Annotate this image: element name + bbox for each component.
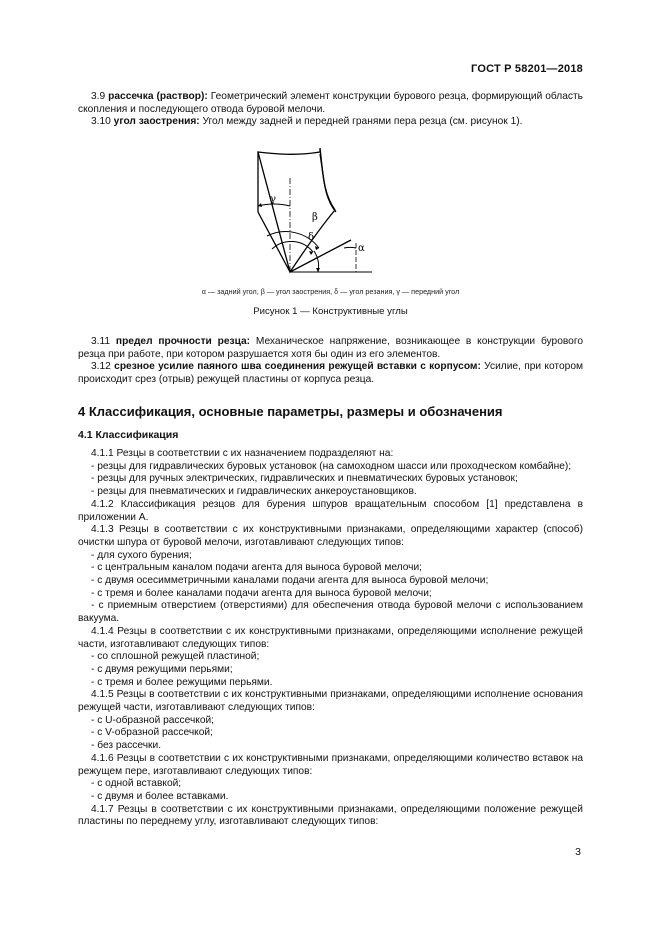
front-face (290, 240, 351, 272)
term-title: срезное усилие паяного шва соединения режущей вставки с корпусом: (114, 361, 481, 373)
list-item: - для сухого бурения; (91, 549, 192, 561)
term-definition: Геометрический элемент конструкции бурового резца, формирующий область скопления и последующего отвода буровой мелочи. (78, 91, 583, 115)
cutter-front-edge (320, 154, 336, 212)
cutter-body-outline (258, 148, 335, 272)
list-item: - с двумя осесимметричными каналами подачи агента для выноса буровой мелочи; (91, 575, 489, 587)
section-title: 4 Классификация, основные параметры, размеры и обозначения (78, 404, 503, 419)
list-item: - с U-образной рассечкой; (91, 714, 215, 726)
cutter-angles-diagram (220, 148, 430, 278)
paragraph: 4.1.6 Резцы в соответствии с их конструктивными признаками, определяющими количество вставок на режущем пере, изготавливают следующих типов: (78, 752, 583, 777)
list-item: - с приемным отверстием (отверстиями) для обеспечения отвода буровой мелочи с использованием вакуума. (78, 600, 583, 625)
term-title: предел прочности резца: (115, 336, 251, 347)
list-item: - с V-образной рассечкой; (91, 727, 213, 739)
paragraph: 4.1.5 Резцы в соответствии с их конструктивными признаками, определяющими исполнение основания режущей части, изготавливают следующих типов: (78, 689, 583, 714)
list-item: - резцы для пневматических и гидравлических анкероустановщиков. (91, 486, 417, 498)
term-3-11 (78, 336, 583, 361)
term-number: 3.10 (91, 116, 111, 128)
delta-label: δ (308, 232, 315, 243)
term-number: 3.9 (91, 91, 106, 102)
arrowhead (316, 268, 320, 272)
term-title: угол заострения: (113, 116, 200, 128)
list-item: - без рассечки. (91, 740, 162, 752)
term-3-12 (78, 361, 583, 386)
paragraph: 4.1.2 Классификация резцов для бурения шпуров вращательным способом [1] представлена в приложении А. (78, 498, 583, 523)
term-title: рассечка (раствор): (108, 91, 208, 102)
term-definition: Угол между задней и передней гранями пера резца (см. рисунок 1). (199, 116, 523, 128)
paragraph: 4.1.1 Резцы в соответствии с их назначением подразделяют на: (91, 448, 394, 459)
paragraph: 4.1.7 Резцы в соответствии с их конструктивными признаками, определяющими положение режущей пластины по переднему углу, изготавливают следующих типов: (78, 803, 583, 828)
paragraph: 4.1.3 Резцы в соответствии с их конструктивными признаками, определяющими характер (способ) очистки шпура от буровой мелочи, изготавливают следующих типов: (78, 524, 583, 548)
standard-number: ГОСТ Р 58201—2018 (471, 63, 583, 75)
gamma-label: γ (270, 194, 276, 205)
list-item: - резцы для гидравлических буровых установок (на самоходном шасси или проходческом комбайне); (91, 460, 572, 472)
term-3-9 (78, 91, 583, 116)
paragraph: 4.1.4 Резцы в соответствии с их конструктивными признаками, определяющими исполнение режущей части, изготавливают следующих типов: (78, 625, 583, 650)
figure-legend: α — задний угол, β — угол заострения, δ — угол резания, γ — передний угол (201, 287, 460, 296)
list-item: - резцы для ручных электрических, гидравлических и пневматических буровых установок; (91, 473, 518, 485)
list-item: - с одной вставкой; (91, 778, 182, 790)
term-number: 3.11 (91, 336, 111, 347)
term-3-10 (78, 116, 583, 129)
terms-bottom (78, 336, 583, 387)
term-definition: Механическое напряжение, возникающее в конструкции бурового резца при работе, при котором разрушается хотя бы один из его элементов. (78, 336, 583, 360)
figure-1 (0, 148, 661, 318)
alpha-label: α (358, 243, 365, 254)
list-item: - с центральным каналом подачи агента для выноса буровой мелочи; (91, 562, 422, 574)
list-item: - с двумя режущими перьями; (91, 663, 233, 675)
beta-label: β (312, 212, 318, 223)
figure-caption: Рисунок 1 — Конструктивные углы (253, 306, 408, 317)
term-number: 3.12 (91, 361, 111, 373)
term-definition: Усилие, при котором происходит срез (отрыв) режущей пластины от корпуса резца. (78, 361, 583, 386)
classification-text (78, 448, 583, 829)
page-number: 3 (575, 846, 581, 858)
list-item: - с тремя и более режущими перьями. (91, 676, 273, 688)
list-item: - со сплошной режущей пластиной; (91, 651, 260, 663)
list-item: - с двумя и более вставками. (91, 790, 229, 802)
alpha-arc (344, 247, 356, 248)
terms-top (78, 91, 583, 129)
subsection-title: 4.1 Классификация (78, 429, 179, 441)
list-item: - с тремя и более каналами подачи агента для выноса буровой мелочи; (91, 587, 432, 599)
